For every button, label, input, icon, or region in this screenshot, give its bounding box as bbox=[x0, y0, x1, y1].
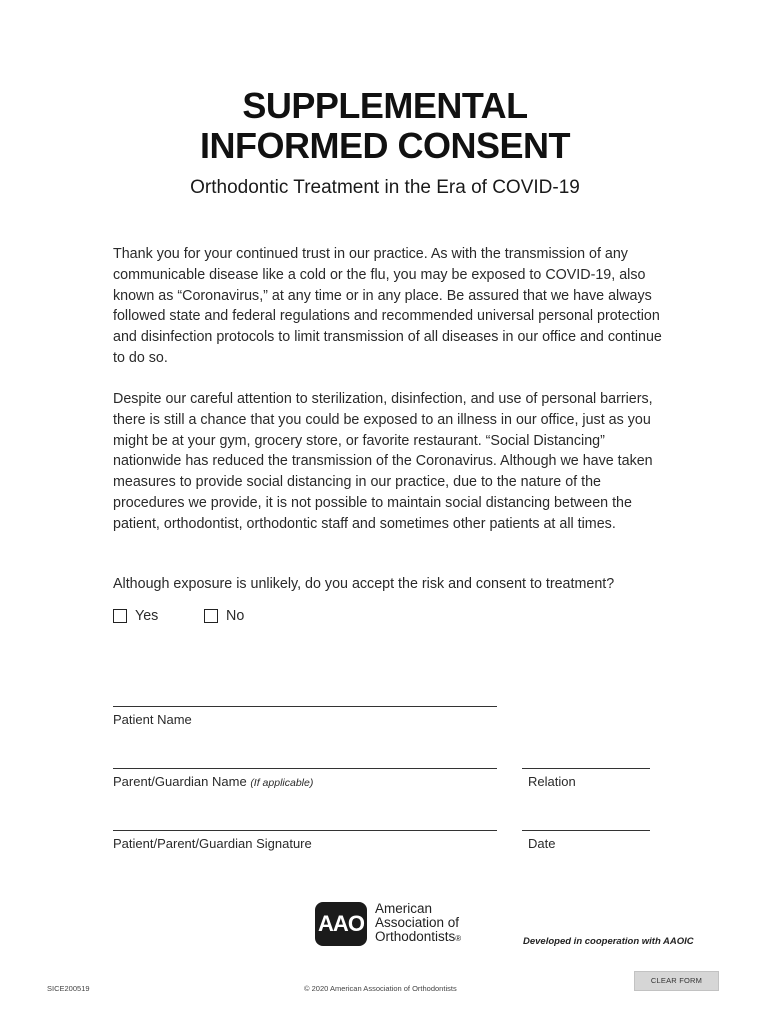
registered-mark: ® bbox=[455, 934, 462, 943]
logo-line-2: Association of bbox=[375, 915, 460, 930]
aao-logo bbox=[315, 902, 461, 946]
document-subtitle: Orthodontic Treatment in the Era of COVID-19 bbox=[190, 177, 580, 198]
patient-name-label: Patient Name bbox=[113, 712, 192, 727]
patient-name-field[interactable] bbox=[113, 688, 497, 707]
yes-option[interactable] bbox=[113, 606, 158, 626]
no-option[interactable] bbox=[204, 606, 244, 626]
no-label: No bbox=[226, 608, 245, 624]
document-title bbox=[0, 86, 770, 166]
date-field[interactable] bbox=[522, 812, 650, 831]
signature-label: Patient/Parent/Guardian Signature bbox=[113, 836, 312, 851]
title-line-1: SUPPLEMENTAL bbox=[242, 85, 528, 126]
aao-logo-icon: AAO bbox=[315, 902, 367, 946]
aao-logo-text bbox=[375, 902, 461, 946]
logo-line-1: American bbox=[375, 901, 433, 916]
guardian-name-field[interactable] bbox=[113, 750, 497, 769]
no-checkbox[interactable] bbox=[204, 609, 218, 623]
logo-line-3 bbox=[375, 930, 461, 946]
form-code: SICE200519 bbox=[47, 984, 90, 993]
logo-line-3-text: Orthodontists bbox=[375, 929, 456, 944]
clear-form-button[interactable]: CLEAR FORM bbox=[634, 971, 719, 991]
guardian-name-text: Parent/Guardian Name bbox=[113, 774, 247, 789]
risk-paragraph: Despite our careful attention to sterilization, disinfection, and use of personal barriers, there is still a chance that you could be exposed to an illness in our office, just as you might be at your gym, grocery store, or favorite restaurant. “Social Distancing” nationwide has reduced the transmission of the Coronavirus. Although we have taken measures to provide social distancing in our practice, due to the nature of the procedures we provide, it is not possible to maintain social distancing between the patient, orthodontist, orthodontic staff and sometimes other patients at all times. bbox=[113, 391, 653, 532]
intro-paragraph: Thank you for your continued trust in our practice. As with the transmission of any communicable disease like a cold or the flu, you may be exposed to COVID-19, also known as “Coronavirus,” at any time or in any place. Be assured that we have always followed state and federal regulations and recommended universal personal protection and disinfection protocols to limit transmission of all diseases in our office and continue to do so. bbox=[113, 246, 662, 366]
yes-checkbox[interactable] bbox=[113, 609, 127, 623]
cooperation-note: Developed in cooperation with AAOIC bbox=[523, 936, 694, 947]
guardian-name-label bbox=[113, 774, 313, 789]
consent-question: Although exposure is unlikely, do you accept the risk and consent to treatment? bbox=[113, 576, 615, 592]
copyright: © 2020 American Association of Orthodontists bbox=[304, 984, 457, 993]
title-line-2: INFORMED CONSENT bbox=[200, 125, 570, 166]
relation-label: Relation bbox=[528, 774, 576, 789]
guardian-name-note: (If applicable) bbox=[250, 777, 314, 789]
signature-field[interactable] bbox=[113, 812, 497, 831]
relation-field[interactable] bbox=[522, 750, 650, 769]
yes-label: Yes bbox=[135, 608, 159, 624]
date-label: Date bbox=[528, 836, 556, 851]
